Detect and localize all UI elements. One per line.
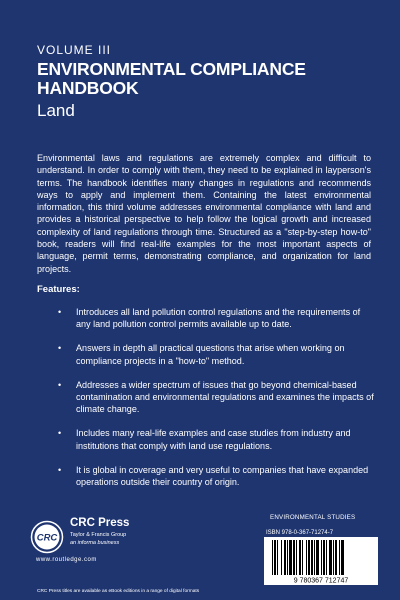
barcode-digits: 9 780367 712747: [293, 577, 349, 585]
bullet-icon: •: [58, 464, 62, 475]
feature-item: [58, 306, 374, 330]
barcode-bar: [335, 540, 337, 575]
feature-item: [58, 342, 374, 366]
subject-category: ENVIRONMENTAL STUDIES: [270, 514, 356, 521]
barcode-bar: [299, 540, 301, 575]
feature-item: [58, 464, 374, 488]
barcode-bar: [333, 540, 334, 575]
bullet-icon: •: [58, 428, 62, 439]
barcode-bar: [306, 540, 307, 575]
barcode-bar: [302, 540, 303, 575]
bullet-icon: •: [58, 343, 62, 354]
ebook-note: CRC Press titles are available as eBook editions in a range of digital formats: [37, 589, 200, 594]
barcode-bar: [274, 540, 276, 575]
barcode-bar: [311, 540, 313, 575]
barcode-bar: [326, 540, 327, 575]
publisher-business: an informa business: [70, 540, 120, 546]
book-subtitle: Land: [37, 101, 75, 120]
feature-text: It is global in coverage and very useful to companies that have expanded operations outside their country of origin.: [76, 464, 369, 488]
bullet-icon: •: [58, 379, 62, 390]
barcode-bar: [329, 540, 332, 575]
isbn-label: ISBN 978-0-367-71274-7: [266, 530, 334, 536]
barcode-icon: [264, 537, 378, 585]
feature-text: Includes many real-life examples and case studies from industry and institutions that comply with land use regulations.: [76, 428, 351, 451]
publisher-website[interactable]: www.routledge.com: [36, 557, 97, 563]
barcode-bar: [287, 540, 288, 575]
features-list: [58, 306, 374, 500]
book-title: [37, 60, 377, 98]
logo-text: CRC: [36, 532, 58, 544]
barcode-bar: [293, 540, 295, 575]
barcode-bar: [308, 540, 310, 575]
feature-text: Addresses a wider spectrum of issues that go beyond chemical-based contamination and environmental regulations and examines the impacts of climate change.: [76, 379, 374, 415]
feature-text: Introduces all land pollution control regulations and the requirements of any land pollution control permits available up to date.: [76, 307, 361, 330]
feature-text: Answers in depth all practical questions that arise when working on compliance projects in a "how-to" method.: [76, 343, 345, 366]
publisher-name: CRC Press: [70, 517, 130, 529]
barcode-bar: [341, 540, 344, 575]
barcode-bar: [277, 540, 278, 575]
book-title-line2: HANDBOOK: [37, 78, 139, 98]
features-heading: Features:: [37, 284, 80, 295]
barcode-bar: [321, 540, 322, 575]
bullet-icon: •: [58, 307, 62, 317]
barcode-bar: [289, 540, 292, 575]
barcode-bar: [296, 540, 297, 575]
book-description: Environmental laws and regulations are extremely complex and difficult to understand. In order to comply with them, they need to be explained in layperson's terms. The handbook identifies many changes in regulations and recommends ways to apply and implement them. Containing the latest environmental information, this third volume addresses environmental compliance with land and provides a historical perspective to help follow the logical growth and increased complexity of land regulations through time. Structured as a "step-by-step how-to" book, readers will find real-life examples for the most important aspects of language, permit terms, demonstrating compliance, and organization for land projects.: [37, 153, 371, 274]
barcode-bar: [316, 540, 319, 575]
barcode-bar: [272, 540, 273, 575]
feature-item: [58, 427, 374, 451]
barcode-bar: [323, 540, 325, 575]
volume-label: VOLUME III: [37, 43, 112, 57]
crc-logo-icon: [30, 520, 64, 554]
feature-item: [58, 379, 374, 416]
barcode-bar: [281, 540, 282, 575]
publisher-block: [30, 513, 250, 583]
barcode-bar: [284, 540, 286, 575]
publisher-group: Taylor & Francis Group: [70, 532, 127, 538]
book-title-line1: ENVIRONMENTAL COMPLIANCE: [37, 59, 306, 79]
barcode-bar: [339, 540, 340, 575]
barcode-bar: [314, 540, 315, 575]
barcode: [264, 537, 378, 585]
